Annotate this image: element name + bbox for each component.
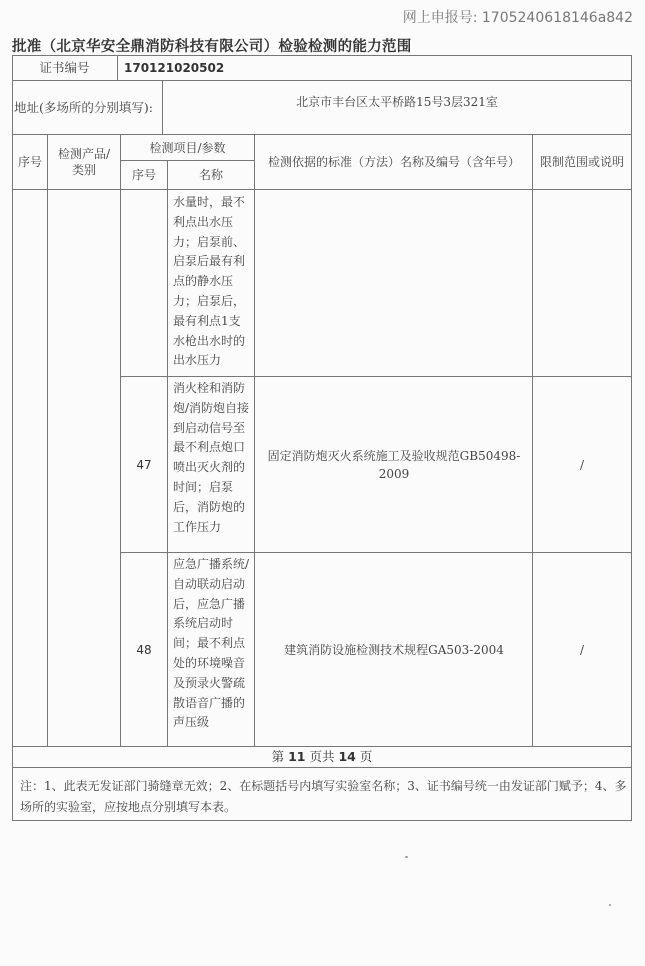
cert-number-label: 证书编号 [39, 60, 90, 75]
col-standard-header: 检测依据的标准（方法）名称及编号（含年号） [267, 155, 520, 169]
row-47-item-name: 消火栓和消防炮/消防炮自接到启动信号至最不利点炮口喷出灭火剂的时间；启泵后，消防炮的工作压力 [173, 381, 250, 534]
col-item-name-header: 名称 [198, 168, 223, 182]
page-prefix: 第 [271, 749, 285, 764]
scan-speck [405, 856, 408, 858]
page-middle: 页共 [309, 749, 335, 764]
row-48-standard: 建筑消防设施检测技术规程GA503-2004 [284, 642, 504, 657]
row-48-item-name: 应急广播系统/自动联动启动后，应急广播系统启动时间；最不利点处的环境噪音及预录火警疏散语音广播的声压级 [173, 557, 250, 730]
row-47-limit: / [579, 457, 585, 472]
col-seq-header: 序号 [17, 155, 42, 169]
col-item-param-header: 检测项目/参数 [149, 140, 226, 155]
page-suffix: 页 [359, 749, 373, 764]
row-continued-item-name: 水量时，最不利点出水压力；启泵前、启泵后最有利点的静水压力；启泵后，最有利点1支水枪出水时的出水压力 [173, 195, 246, 368]
footnote: 注：1、此表无发证部门骑缝章无效；2、在标题括号内填写实验室名称；3、证书编号统一由发证部门赋予；4、多场所的实验室，应按地点分别填写本表。 [20, 779, 627, 814]
capability-table [12, 55, 632, 821]
page-title: 批准（北京华安全鼎消防科技有限公司）检验检测的能力范围 [12, 38, 412, 55]
row-47-standard: 固定消防炮灭火系统施工及验收规范GB50498-2009 [267, 448, 521, 481]
cert-number-value: 170121020502 [124, 61, 225, 75]
row-48-limit: / [579, 642, 585, 657]
col-product-header: 检测产品/类别 [57, 147, 111, 177]
row-48-seq: 48 [136, 642, 152, 657]
col-limits-header: 限制范围或说明 [539, 155, 624, 169]
page-total: 14 [338, 749, 356, 764]
row-47-seq: 47 [136, 457, 152, 472]
scan-speck [609, 904, 611, 906]
page-indicator [12, 747, 632, 767]
online-application-number: 网上申报号: 1705240618146a842 [402, 10, 633, 26]
address-value: 北京市丰台区太平桥路15号3层321室 [296, 95, 498, 109]
col-item-seq-header: 序号 [131, 168, 156, 182]
address-label: 地址(多场所的分别填写): [14, 99, 153, 115]
page-current: 11 [288, 749, 306, 764]
